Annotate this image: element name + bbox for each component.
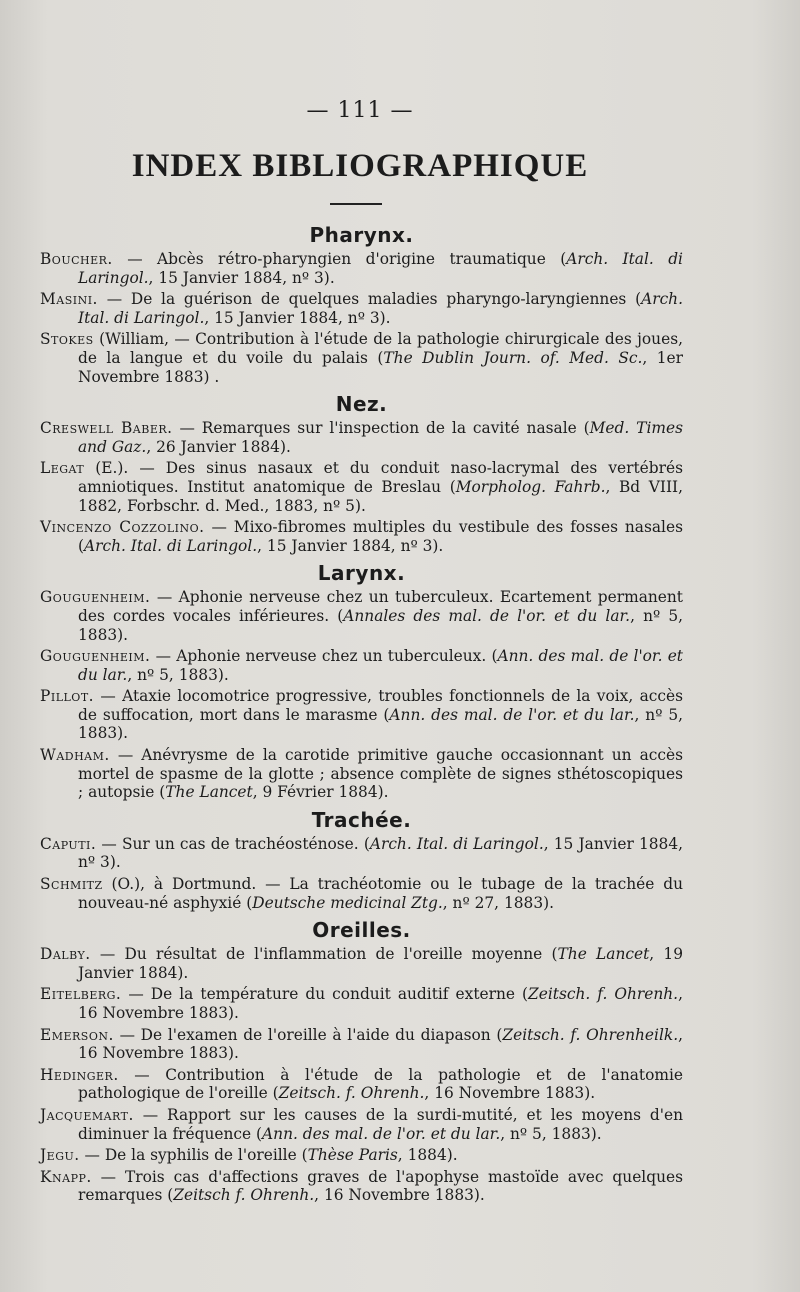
entry-text: , 16 Novembre 1883). xyxy=(424,1084,596,1103)
entry-text: — Sur un cas de trachéosténose. ( xyxy=(96,834,370,853)
section-heading: Pharynx. xyxy=(309,223,414,247)
entry-author: Hedinger. xyxy=(40,1065,119,1084)
entry-author: Stokes xyxy=(40,330,94,349)
entry-journal: Morpholog. Fahrb. xyxy=(455,477,606,496)
bibliography-entry xyxy=(40,687,683,743)
entry-text: — Aphonie nerveuse chez un tuberculeux. ( xyxy=(150,647,498,666)
bibliography-entry xyxy=(40,1026,683,1063)
bibliography-entry xyxy=(40,875,683,912)
entry-journal: The Lancet xyxy=(165,783,253,802)
entry-author: Masini. xyxy=(40,290,98,309)
bibliography-entry xyxy=(40,746,683,802)
page-number: — 111 — xyxy=(306,98,414,123)
section-heading: Oreilles. xyxy=(312,918,411,943)
entry-author: Boucher. xyxy=(40,250,113,268)
entry-text: , 1er Novembre 1883) . xyxy=(78,348,683,386)
entry-text: , nº 27, 1883). xyxy=(442,893,555,912)
entry-author: Gouguenheim. xyxy=(40,588,151,607)
bibliography-entry xyxy=(40,419,683,456)
entry-text: , 16 Novembre 1883). xyxy=(78,1025,683,1063)
section-heading: Larynx. xyxy=(317,561,406,586)
entry-author: Creswell Baber. xyxy=(40,419,173,438)
entry-journal: Arch. Ital. di Laringol. xyxy=(78,290,683,327)
entry-author: Caputi. xyxy=(40,834,97,853)
entry-journal: Med. Times and Gaz. xyxy=(78,419,683,456)
entry-author: Dalby. xyxy=(40,945,91,964)
entry-author: Eitelberg. xyxy=(40,985,122,1004)
entry-journal: Arch. Ital. di Laringol. xyxy=(78,250,683,287)
entry-text: — Trois cas d'affections graves de l'apophyse mastoïde avec quelques remarques ( xyxy=(78,1167,683,1205)
bibliography-entry xyxy=(40,1066,683,1103)
entry-text: — De la syphilis de l'oreille ( xyxy=(79,1146,308,1165)
bibliography-entry xyxy=(40,250,683,287)
entry-author: Vincenzo Cozzolino. xyxy=(40,518,205,537)
bibliography-entry xyxy=(40,588,683,644)
bibliography-entry xyxy=(40,835,683,872)
entry-text: , nº 5, 1883). xyxy=(500,1124,602,1143)
entry-text: , 26 Janvier 1884). xyxy=(146,437,291,456)
entry-journal: Arch. Ital. di Laringol. xyxy=(369,834,544,853)
bibliography-entry xyxy=(40,1106,683,1143)
entry-author: Pillot. xyxy=(40,687,95,706)
entry-author: Jacquemart. xyxy=(40,1105,134,1124)
entry-text: (E.). — Des sinus nasaux et du conduit naso-lacrymal des vertébrés amniotiques. Institut anatomique de Breslau ( xyxy=(78,459,683,496)
entry-text: — Anévrysme de la carotide primitive gauche occasionnant un accès mortel de spasme de la glotte ; absence complète de signes sthétoscopiques ; autopsie ( xyxy=(78,746,683,802)
entry-journal: Zeitsch f. Ohrenh. xyxy=(173,1186,315,1205)
entry-journal: Arch. Ital. di Laringol. xyxy=(84,536,258,555)
bibliography-entry xyxy=(40,290,683,327)
entry-text: — De la guérison de quelques maladies pharyngo-laryngiennes ( xyxy=(97,290,642,309)
title-rule xyxy=(330,203,382,205)
entry-text: — Ataxie locomotrice progressive, troubles fonctionnels de la voix, accès de suffocation, mort dans le marasme ( xyxy=(78,687,683,724)
entry-text: , 1884). xyxy=(397,1146,458,1165)
bibliography-entry xyxy=(40,1168,683,1205)
bibliography-entry xyxy=(40,518,683,555)
entry-text: , 15 Janvier 1884, nº 3). xyxy=(204,308,391,327)
entry-text: (O.), à Dortmund. — La trachéotomie ou le tubage de la trachée du nouveau-né asphyxié ( xyxy=(78,875,683,912)
entry-text: — De l'examen de l'oreille à l'aide du diapason ( xyxy=(113,1025,503,1044)
entry-author: Schmitz xyxy=(40,875,103,894)
entry-journal: Annales des mal. de l'or. et du lar. xyxy=(343,606,631,625)
bibliography-entry xyxy=(40,459,683,515)
entry-text: — Rapport sur les causes de la surdi-mutité, et les moyens d'en diminuer la fréquence ( xyxy=(78,1105,683,1143)
entry-journal: The Lancet xyxy=(557,945,650,964)
bibliography-entry xyxy=(40,945,683,982)
entry-author: Wadham. xyxy=(40,746,110,765)
entry-text: — Remarques sur l'inspection de la cavité nasale ( xyxy=(172,419,590,438)
entry-text: , Bd VIII, 1882, Forbschr. d. Med., 1883, nº 5). xyxy=(78,477,683,515)
entry-text: , 9 Février 1884). xyxy=(252,783,389,802)
entry-author: Gouguenheim. xyxy=(40,647,151,666)
entry-author: Emerson. xyxy=(40,1025,114,1044)
page-title: INDEX BIBLIOGRAPHIQUE xyxy=(131,148,589,184)
entry-journal: Zeitsch. f. Ohrenh. xyxy=(278,1084,425,1103)
entry-journal: Ann. des mal. de l'or. et du lar. xyxy=(78,647,683,684)
entry-text: — Aphonie nerveuse chez un tuberculeux. Ecartement permanent des cordes vocales inférieures. ( xyxy=(78,588,683,625)
entry-text: , nº 5, 1883). xyxy=(78,606,683,644)
entry-text: , nº 5, 1883). xyxy=(78,705,684,743)
entry-journal: The Dublin Journ. of. Med. Sc. xyxy=(383,348,643,367)
entry-journal: Ann. des mal. de l'or. et du lar. xyxy=(389,705,635,724)
entry-author: Knapp. xyxy=(40,1167,92,1186)
entry-text: — Du résultat de l'inflammation de l'oreille moyenne ( xyxy=(90,945,558,964)
entry-text: , 15 Janvier 1884, nº 3). xyxy=(78,834,684,872)
bibliography-content xyxy=(40,220,683,1208)
bibliography-entry xyxy=(40,1146,683,1165)
entry-journal: Ann. des mal. de l'or. et du lar. xyxy=(262,1124,501,1143)
section-heading: Trachée. xyxy=(311,807,412,832)
entry-journal: Deutsche medicinal Ztg. xyxy=(252,893,443,912)
entry-author: Legat xyxy=(40,459,85,478)
section-heading: Nez. xyxy=(335,392,388,417)
entry-text: — Abcès rétro-pharyngien d'origine traumatique ( xyxy=(112,250,567,268)
entry-text: — Mixo-fibromes multiples du vestibule des fosses nasales ( xyxy=(78,518,683,555)
entry-text: , 15 Janvier 1884, nº 3). xyxy=(148,268,335,287)
entry-text: (William, — Contribution à l'étude de la pathologie chirurgicale des joues, de la langue et du voile du palais ( xyxy=(78,330,683,367)
entry-text: , 16 Novembre 1883). xyxy=(78,985,683,1022)
bibliography-entry xyxy=(40,647,683,684)
entry-text: , 19 Janvier 1884). xyxy=(78,945,683,982)
entry-text: , nº 5, 1883). xyxy=(127,665,229,684)
entry-text: — De la température du conduit auditif externe ( xyxy=(121,985,529,1004)
bibliography-entry xyxy=(40,330,683,386)
entry-journal: Zeitsch. f. Ohrenheilk. xyxy=(502,1025,679,1044)
entry-author: Jegu. xyxy=(40,1146,80,1165)
entry-text: , 15 Janvier 1884, nº 3). xyxy=(257,536,444,555)
entry-journal: Zeitsch. f. Ohrenh. xyxy=(528,985,679,1004)
entry-text: , 16 Novembre 1883). xyxy=(314,1186,485,1205)
bibliography-entry xyxy=(40,985,683,1022)
entry-text: — Contribution à l'étude de la pathologie et de l'anatomie pathologique de l'oreille ( xyxy=(78,1065,683,1103)
entry-journal: Thèse Paris xyxy=(307,1146,398,1165)
